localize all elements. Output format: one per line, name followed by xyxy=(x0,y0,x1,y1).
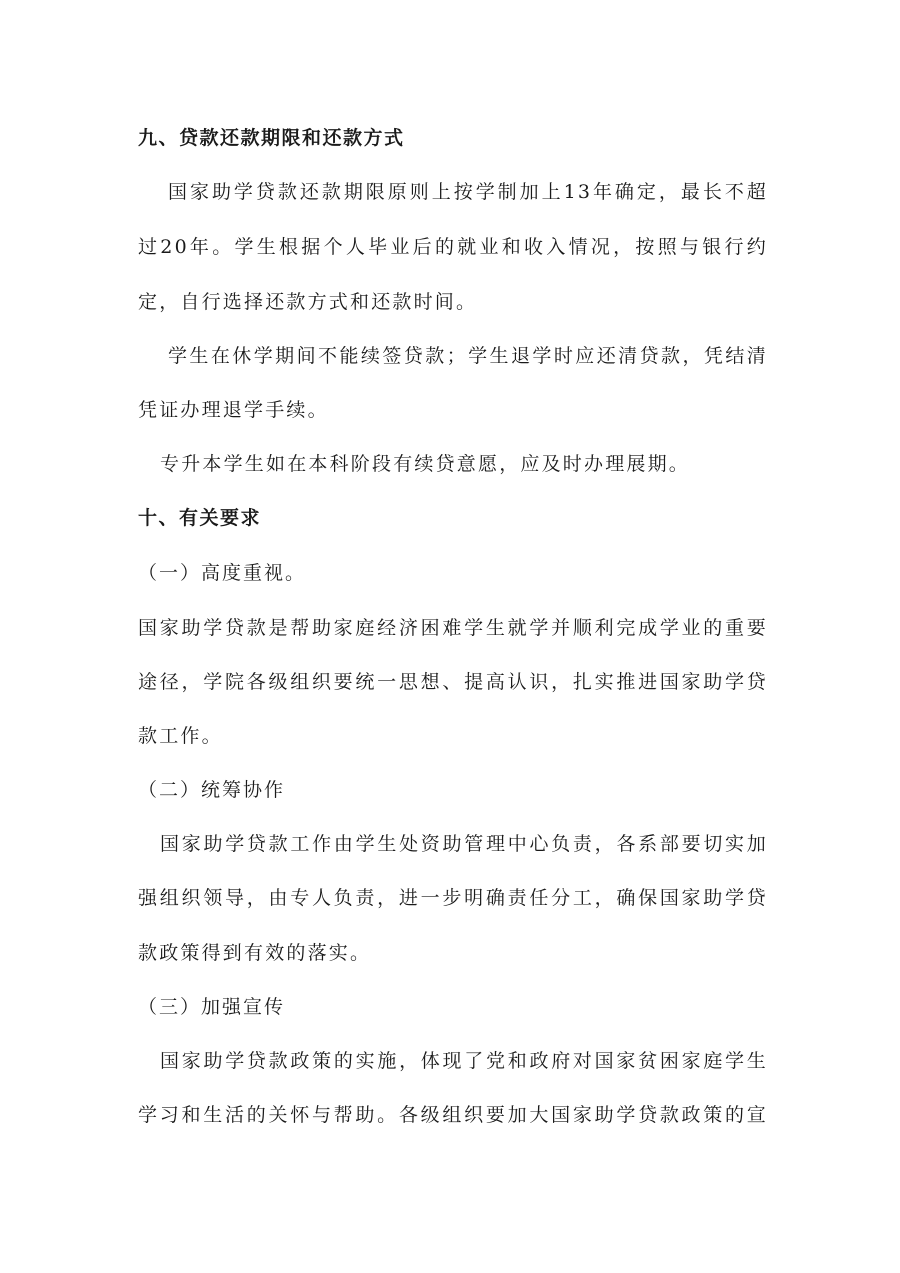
subsection-title: （三）加强宣传 xyxy=(138,996,286,1018)
subsection-title: （二）统筹协作 xyxy=(138,779,286,801)
paragraph-line: 国家助学贷款政策的实施，体现了党和政府对国家贫困家庭学生 xyxy=(160,1050,768,1072)
subsection-title: （一）高度重视。 xyxy=(138,562,307,584)
paragraph-line: 定，自行选择还款方式和还款时间。 xyxy=(138,291,478,313)
paragraph-line: 国家助学贷款还款期限原则上按学制加上13年确定，最长不超 xyxy=(168,181,768,203)
paragraph-line: 学生在休学期间不能续签贷款；学生退学时应还清贷款，凭结清 xyxy=(168,345,768,367)
paragraph-line: 强组织领导，由专人负责，进一步明确责任分工，确保国家助学贷 xyxy=(138,887,768,909)
paragraph-line: 国家助学贷款是帮助家庭经济困难学生就学并顺利完成学业的重要 xyxy=(138,617,768,639)
paragraph-line: 过20年。学生根据个人毕业后的就业和收入情况，按照与银行约 xyxy=(138,236,768,258)
section-heading-repayment: 九、贷款还款期限和还款方式 xyxy=(138,127,405,149)
paragraph-line: 款工作。 xyxy=(138,725,223,747)
paragraph-line: 凭证办理退学手续。 xyxy=(138,399,329,421)
paragraph-line: 款政策得到有效的落实。 xyxy=(138,942,372,964)
paragraph-line: 国家助学贷款工作由学生处资助管理中心负责，各系部要切实加 xyxy=(160,833,768,855)
section-heading-requirements: 十、有关要求 xyxy=(138,507,262,529)
paragraph-line: 专升本学生如在本科阶段有续贷意愿，应及时办理展期。 xyxy=(160,453,691,475)
paragraph-line: 学习和生活的关怀与帮助。各级组织要加大国家助学贷款政策的宣 xyxy=(138,1104,768,1126)
paragraph-line: 途径，学院各级组织要统一思想、提高认识，扎实推进国家助学贷 xyxy=(138,671,768,693)
